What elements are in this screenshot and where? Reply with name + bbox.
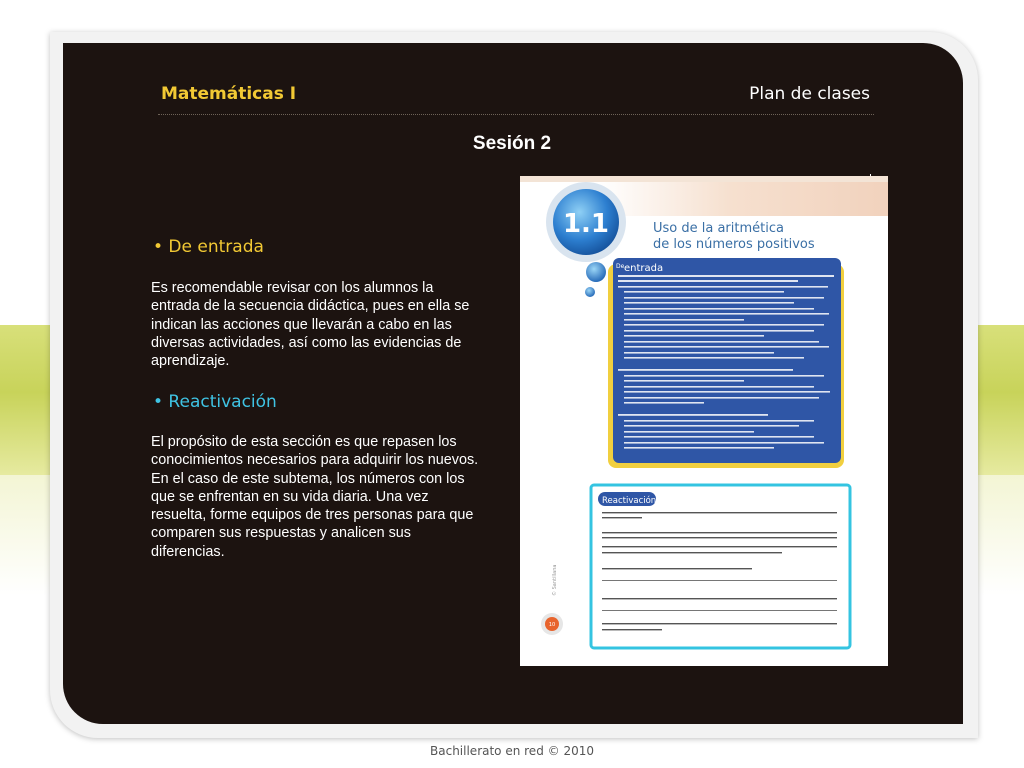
heading-de-entrada: • De entrada <box>153 237 264 257</box>
entrada-label-small: De <box>616 263 625 270</box>
session-title: Sesión 2 <box>472 133 552 154</box>
lesson-number: 1.1 <box>562 209 610 239</box>
course-title: Matemáticas I <box>161 84 297 104</box>
header-divider <box>158 114 874 115</box>
book-page-thumbnail <box>520 176 888 666</box>
heading-reactivacion: • Reactivación <box>153 392 277 412</box>
paragraph-de-entrada: Es recomendable revisar con los alumnos la entrada de la secuencia didáctica, pues en ella se indican las acciones que llevarán a cabo en las diversas actividades, así como las evidencias de aprendizaje. <box>151 280 470 370</box>
section-label: Plan de clases <box>749 84 870 104</box>
footer-credit: Bachillerato en red © 2010 <box>430 744 594 758</box>
book-page-number: 10 <box>548 622 556 628</box>
reactivacion-label: Reactivación <box>602 496 657 506</box>
book-title-line2: de los números positivos <box>653 237 815 252</box>
publisher-mark: © Santillana <box>552 564 558 596</box>
decorative-sphere <box>585 287 595 297</box>
book-title-line1: Uso de la aritmética <box>653 221 784 236</box>
book-page-image <box>520 176 888 666</box>
decorative-sphere <box>586 262 606 282</box>
entrada-label: entrada <box>624 263 664 274</box>
paragraph-reactivacion: El propósito de esta sección es que repasen los conocimientos necesarios para adquirir los nuevos. En el caso de este subtema, los números con los que se enfrentan en su vida diaria. Una vez resuelta, forme equipos de tres personas para que comparen sus respuestas y analicen sus diferencias. <box>151 434 479 560</box>
